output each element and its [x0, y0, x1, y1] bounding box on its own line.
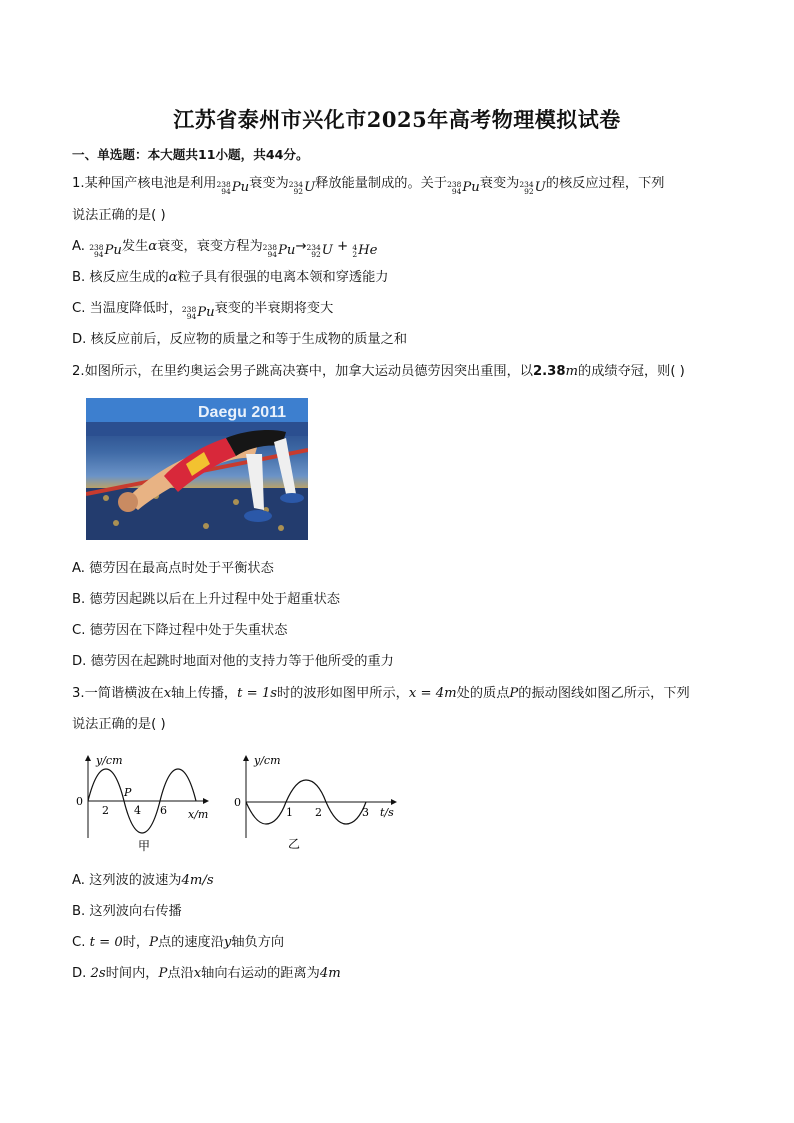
pu-238-nuclide: 238 94 Pu [181, 305, 215, 321]
q1-stem-line2: 说法正确的是( ) [72, 208, 166, 223]
q2-option-d[interactable]: D. 德劳因在起跳时地面对他的支持力等于他所受的重力 [72, 654, 394, 669]
fig2-xlabel: t/s [380, 806, 394, 819]
q1-option-a[interactable]: A. 238 94 Pu 发生α衰变，衰变方程为 238 94 Pu → 234 92 U + 4 2 He [72, 239, 378, 259]
q3-figure-wave [70, 752, 220, 858]
fig2-ylabel: y/cm [254, 754, 281, 767]
u-234-nuclide: 234 92 U [288, 180, 316, 196]
q3-stem-line1: 3.一简谐横波在x轴上传播，t = 1s时的波形如图甲所示，x = 4m处的质点P的振动图线如图乙所示，下列 [72, 686, 690, 701]
fig2-tick-3: 3 [362, 806, 369, 819]
he-4-nuclide: 4 2 He [352, 243, 378, 259]
fig1-caption: 甲 [138, 839, 151, 853]
q2-stem: 2.如图所示，在里约奥运会男子跳高决赛中，加拿大运动员德劳因突出重围，以2.38m的成绩夺冠，则( ) [72, 364, 685, 379]
q3-option-b[interactable]: B. 这列波向右传播 [72, 904, 182, 919]
stadium-banner-text: Daegu 2011 [198, 404, 287, 421]
q3-figure-vibration [230, 752, 400, 858]
fig2-tick-2: 2 [315, 806, 322, 819]
q2-option-a[interactable]: A. 德劳因在最高点时处于平衡状态 [72, 561, 274, 576]
q1-option-c[interactable]: C. 当温度降低时， 238 94 Pu 衰变的半衰期将变大 [72, 301, 334, 321]
high-jump-illustration [86, 398, 308, 540]
fig2-zero: 0 [234, 796, 241, 809]
q3-option-c[interactable]: C. t = 0时，P点的速度沿y轴负方向 [72, 935, 285, 950]
q3-option-d[interactable]: D. 2s时间内，P点沿x轴向右运动的距离为4m [72, 966, 341, 981]
pu-238-nuclide: 238 94 Pu [447, 180, 480, 196]
fig1-tick-4: 4 [134, 804, 141, 817]
u-234-nuclide: 234 92 U [306, 243, 333, 259]
q2-option-b[interactable]: B. 德劳因起跳以后在上升过程中处于超重状态 [72, 592, 340, 607]
fig1-ylabel: y/cm [96, 754, 123, 767]
fig2-tick-1: 1 [286, 806, 293, 819]
exam-title: 江苏省泰州市兴化市2025年高考物理模拟试卷 [173, 107, 621, 132]
q1-option-b[interactable]: B. 核反应生成的α粒子具有很强的电离本领和穿透能力 [72, 270, 389, 285]
fig1-tick-6: 6 [160, 804, 167, 817]
q3-option-a[interactable]: A. 这列波的波速为4m/s [72, 873, 214, 888]
fig1-xlabel: x/m [188, 808, 209, 821]
q3-stem-line2: 说法正确的是( ) [72, 717, 166, 732]
q1-stem-line1: 1.某种国产核电池是利用 238 94 Pu 衰变为 234 92 U 释放能量制成的。关于 238 94 Pu 衰变为 234 92 U 的核反应过程，下列 [72, 176, 665, 196]
pu-238-nuclide: 238 94 Pu [262, 243, 296, 259]
q2-option-c[interactable]: C. 德劳因在下降过程中处于失重状态 [72, 623, 288, 638]
pu-238-nuclide: 238 94 Pu [89, 243, 122, 259]
high-jump-photo [86, 398, 308, 540]
fig1-point-p: P [124, 786, 132, 799]
u-234-nuclide: 234 92 U [519, 180, 546, 196]
section-heading: 一、单选题：本大题共11小题，共44分。 [72, 147, 309, 162]
fig1-tick-2: 2 [102, 804, 109, 817]
q1-option-d[interactable]: D. 核反应前后，反应物的质量之和等于生成物的质量之和 [72, 332, 408, 347]
fig1-zero: 0 [76, 795, 83, 808]
pu-238-nuclide: 238 94 Pu [216, 180, 250, 196]
fig2-caption: 乙 [288, 837, 301, 851]
